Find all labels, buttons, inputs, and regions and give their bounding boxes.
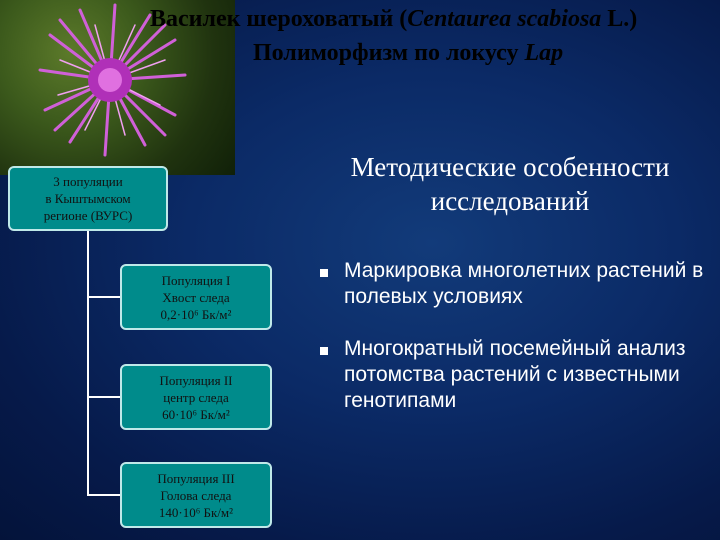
title-species-latin: Centaurea scabiosa (407, 6, 602, 32)
region-name: регионе (ВУРС) (43, 208, 133, 223)
bullet-text: Маркировка многолетних растений в полевых условиях (344, 259, 704, 308)
title-author: L.) (601, 6, 638, 32)
title-locus: Lap (524, 40, 564, 66)
square-bullet-icon (320, 347, 328, 355)
methods-list (320, 258, 710, 440)
tree-vertical-line (87, 231, 89, 495)
population-name: Популяция II (159, 372, 233, 388)
title-polymorphism: Полиморфизм по локусу (253, 40, 525, 66)
region-box (8, 166, 168, 231)
population-box-1 (120, 264, 272, 330)
list-item (320, 336, 710, 414)
tree-branch-3 (87, 494, 120, 496)
square-bullet-icon (320, 269, 328, 277)
list-item (320, 258, 710, 310)
tree-branch-1 (87, 296, 120, 298)
tree-branch-2 (87, 396, 120, 398)
population-name: Популяция III (157, 470, 235, 486)
population-box-2 (120, 364, 272, 430)
title-line-2 (0, 36, 720, 70)
population-name: Популяция I (161, 272, 231, 288)
methods-heading: Методические особенности исследований (350, 152, 670, 216)
population-place: Хвост следа (162, 289, 230, 305)
region-place: в Кыштымском (45, 191, 131, 206)
region-count: 3 популяции (53, 174, 123, 189)
population-dose: 0,2·10⁶ Бк/м² (160, 306, 232, 322)
population-place: Голова следа (160, 487, 232, 503)
population-dose: 140·10⁶ Бк/м² (158, 504, 234, 520)
title-line-1 (0, 2, 720, 36)
population-dose: 60·10⁶ Бк/м² (162, 406, 230, 422)
population-box-3 (120, 462, 272, 528)
slide-title (0, 2, 720, 70)
bullet-text: Многократный посемейный анализ потомства растений с известными генотипами (344, 337, 686, 412)
population-place: центр следа (163, 389, 229, 405)
title-species-ru: Василек шероховатый ( (150, 6, 408, 32)
